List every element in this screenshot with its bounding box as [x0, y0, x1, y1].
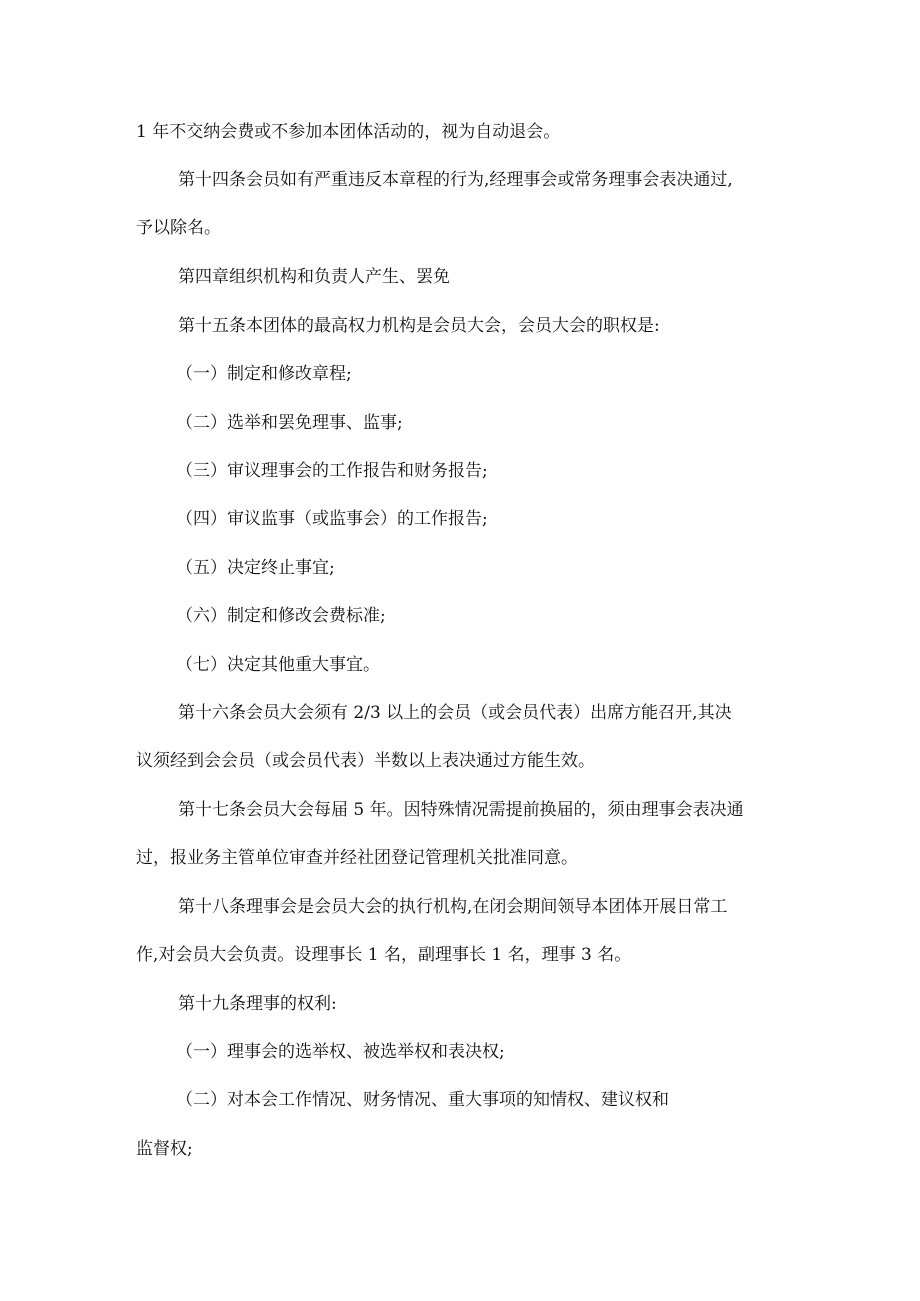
article-14-line-1: 第十四条会员如有严重违反本章程的行为,经理事会或常务理事会表决通过, [178, 170, 733, 190]
list-item: （五）决定终止事宜; [176, 558, 335, 578]
article-16-line-2: 议须经到会会员（或会员代表）半数以上表决通过方能生效。 [136, 751, 595, 771]
list-item-line-1: （二）对本会工作情况、财务情况、重大事项的知情权、建议权和 [176, 1090, 669, 1110]
article-17-line-1: 第十七条会员大会每届 5 年。因特殊情况需提前换届的，须由理事会表决通 [178, 800, 744, 820]
article-14-line-2: 予以除名。 [136, 218, 221, 238]
list-item: （三）审议理事会的工作报告和财务报告; [176, 461, 488, 481]
article-16-line-1: 第十六条会员大会须有 2/3 以上的会员（或会员代表）出席方能召开,其决 [178, 703, 732, 723]
list-item: （一）理事会的选举权、被选举权和表决权; [176, 1042, 505, 1062]
list-item: （二）选举和罢免理事、监事; [176, 413, 403, 433]
paragraph-line: 1 年不交纳会费或不参加本团体活动的，视为自动退会。 [136, 122, 561, 142]
list-item: （六）制定和修改会费标准; [176, 606, 386, 626]
list-item: （一）制定和修改章程; [176, 364, 352, 384]
article-18-line-1: 第十八条理事会是会员大会的执行机构,在闭会期间领导本团体开展日常工 [178, 897, 728, 917]
list-item: （七）决定其他重大事宜。 [176, 655, 380, 675]
article-15-line: 第十五条本团体的最高权力机构是会员大会，会员大会的职权是: [178, 316, 660, 336]
chapter-4-heading: 第四章组织机构和负责人产生、罢免 [178, 267, 450, 287]
article-19-line: 第十九条理事的权利: [178, 994, 337, 1014]
article-17-line-2: 过，报业务主管单位审查并经社团登记管理机关批准同意。 [136, 848, 578, 868]
list-item: （四）审议监事（或监事会）的工作报告; [176, 509, 488, 529]
article-18-line-2: 作,对会员大会负责。设理事长 1 名，副理事长 1 名，理事 3 名。 [136, 945, 632, 965]
list-item-line-2: 监督权; [136, 1139, 193, 1159]
